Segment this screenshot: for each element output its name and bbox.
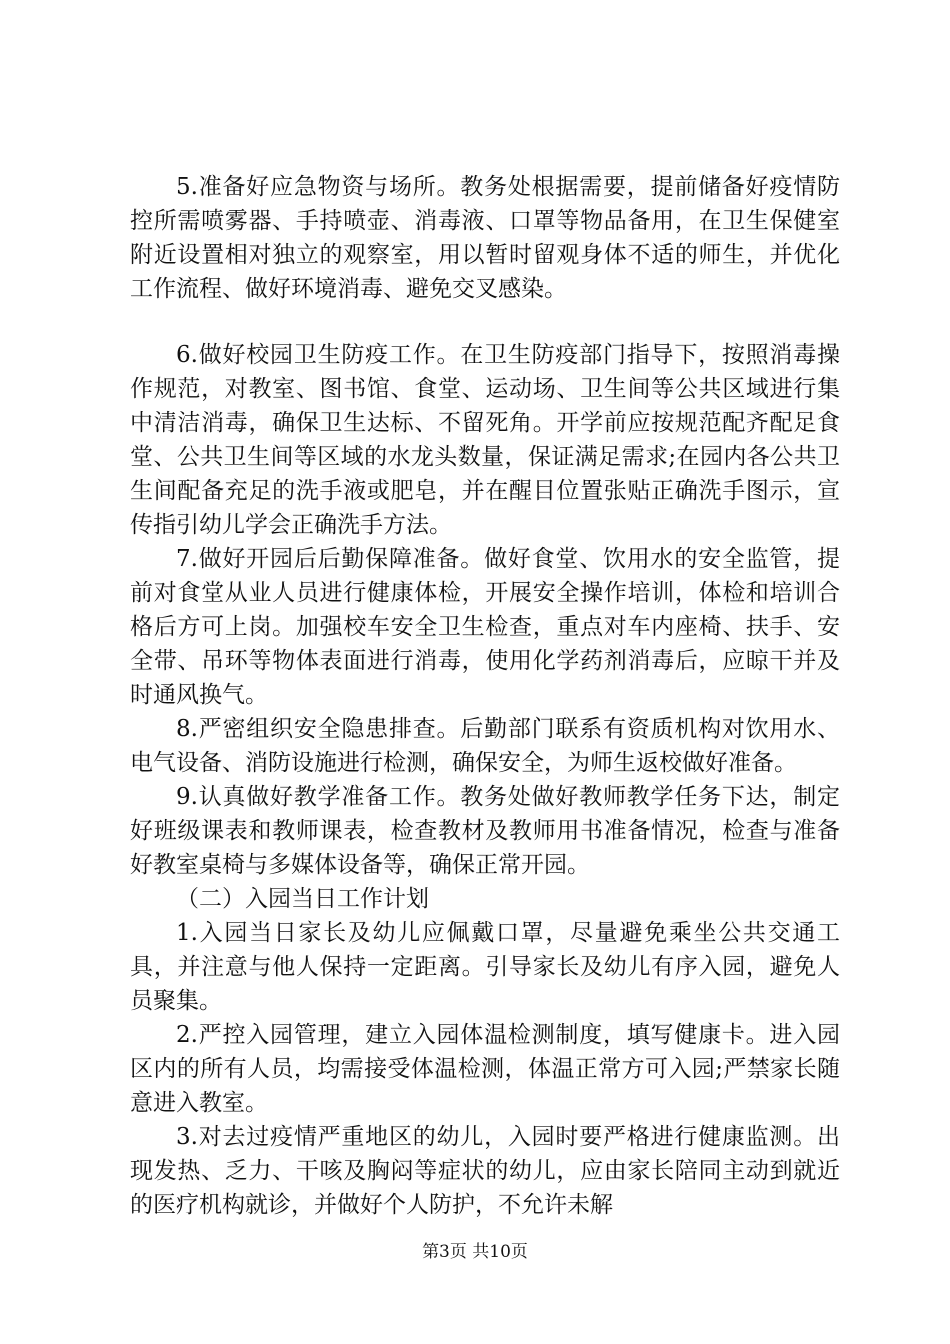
section-paragraph-3: 3.对去过疫情严重地区的幼儿，入园时要严格进行健康监测。出现发热、乏力、干咳及胸闷等症状的幼儿，应由家长陪同主动到就近的医疗机构就诊，并做好个人防护，不允许未解 [130, 1124, 840, 1218]
section-heading: （二）入园当日工作计划 [176, 886, 429, 912]
section-paragraph-1: 1.入园当日家长及幼儿应佩戴口罩，尽量避免乘坐公共交通工具，并注意与他人保持一定距离。引导家长及幼儿有序入园，避免人员聚集。 [130, 920, 840, 1014]
paragraph-8: 8.严密组织安全隐患排查。后勤部门联系有资质机构对饮用水、电气设备、消防设施进行检测，确保安全，为师生返校做好准备。 [130, 716, 840, 776]
paragraph-7: 7.做好开园后后勤保障准备。做好食堂、饮用水的安全监管，提前对食堂从业人员进行健康体检，开展安全操作培训，体检和培训合格后方可上岗。加强校车安全卫生检查，重点对车内座椅、扶手、安全带、吊环等物体表面进行消毒，使用化学药剂消毒后，应晾干并及时通风换气。 [130, 546, 840, 708]
document-body [130, 170, 840, 1222]
paragraph-5: 5.准备好应急物资与场所。教务处根据需要，提前储备好疫情防控所需喷雾器、手持喷壶、消毒液、口罩等物品备用，在卫生保健室附近设置相对独立的观察室，用以暂时留观身体不适的师生，并优化工作流程、做好环境消毒、避免交叉感染。 [130, 174, 840, 302]
paragraph-6: 6.做好校园卫生防疫工作。在卫生防疫部门指导下，按照消毒操作规范，对教室、图书馆、食堂、运动场、卫生间等公共区域进行集中清洁消毒，确保卫生达标、不留死角。开学前应按规范配齐配足食堂、公共卫生间等区域的水龙头数量，保证满足需求;在园内各公共卫生间配备充足的洗手液或肥皂，并在醒目位置张贴正确洗手图示，宣传指引幼儿学会正确洗手方法。 [130, 342, 840, 538]
section-paragraph-2: 2.严控入园管理，建立入园体温检测制度，填写健康卡。进入园区内的所有人员，均需接受体温检测，体温正常方可入园;严禁家长随意进入教室。 [130, 1022, 840, 1116]
paragraph-9: 9.认真做好教学准备工作。教务处做好教师教学任务下达，制定好班级课表和教师课表，检查教材及教师用书准备情况，检查与准备好教室桌椅与多媒体设备等，确保正常开园。 [130, 784, 840, 878]
page-footer: 第3页 共10页 [422, 1242, 528, 1262]
